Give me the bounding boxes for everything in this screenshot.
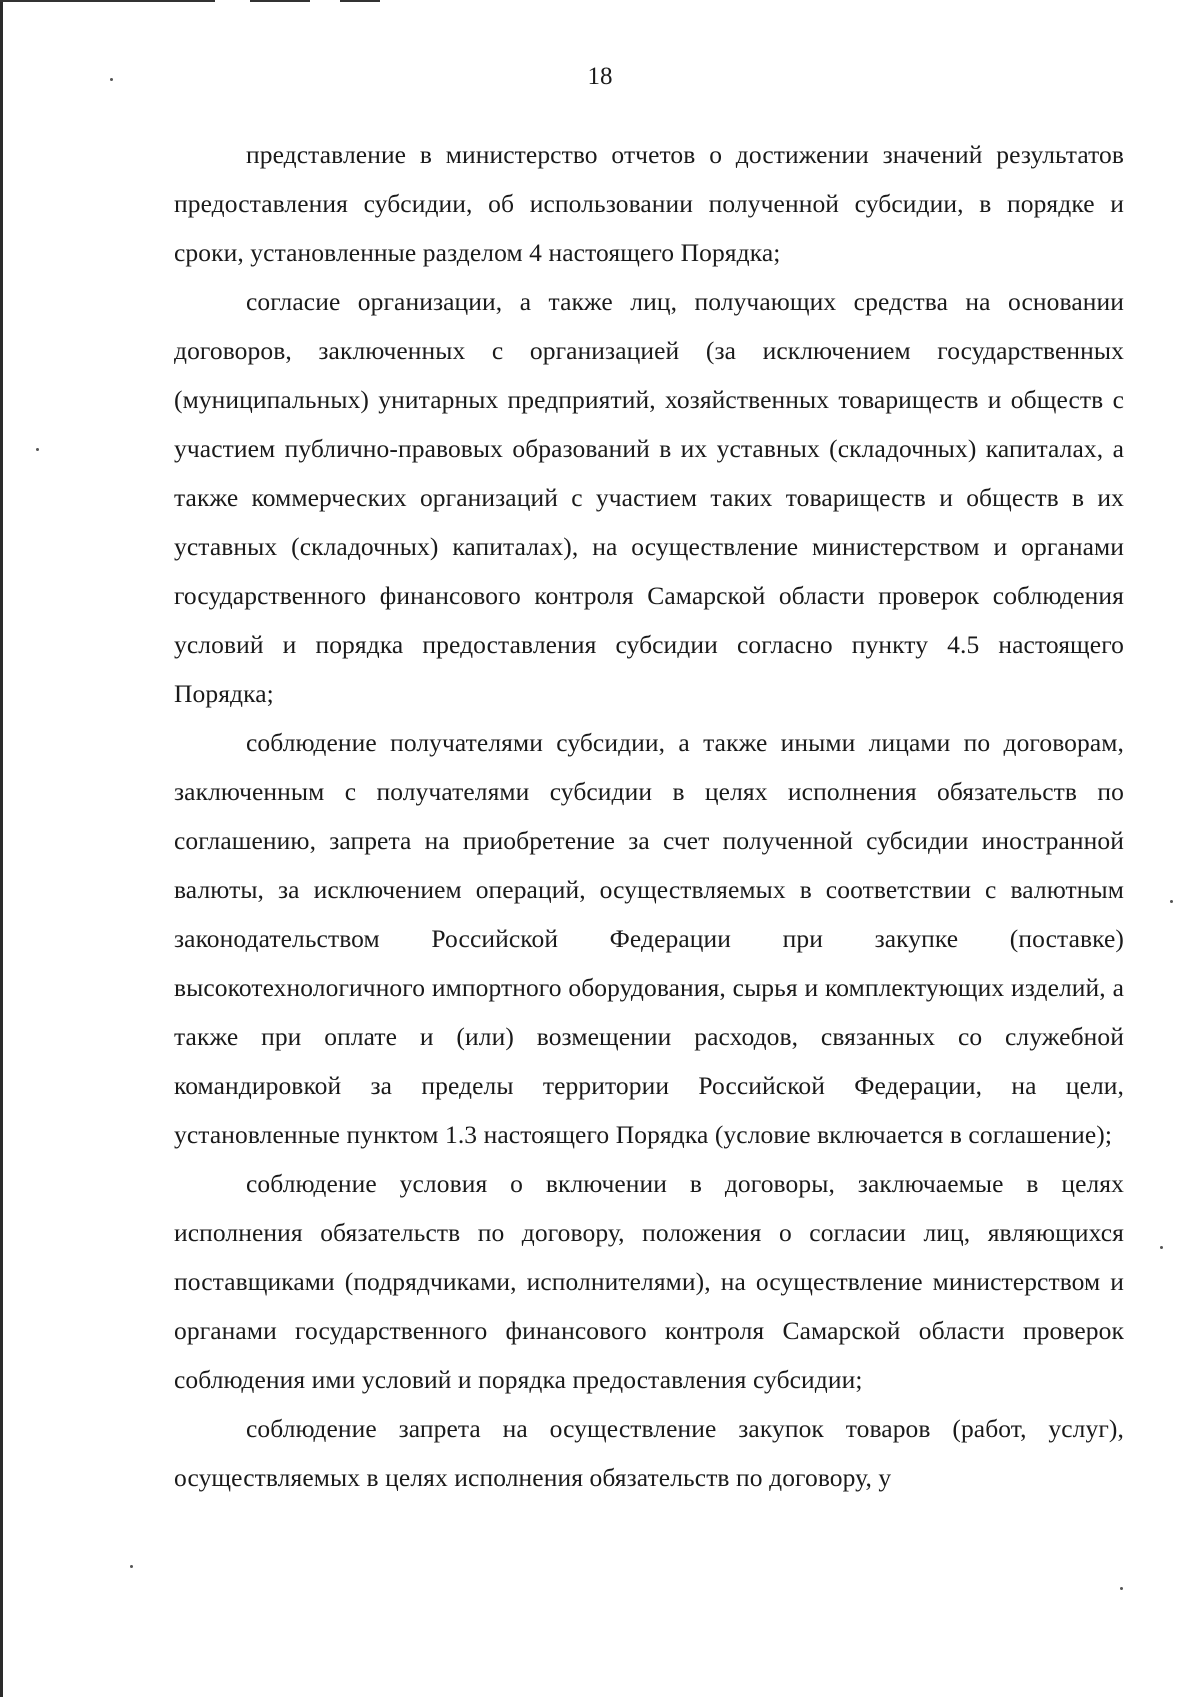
page-number: 18 [587, 63, 613, 90]
paragraph: соблюдение получателями субсидии, а также иными лицами по договорам, заключенным с получателями субсидии в целях исполнения обязательств по соглашению, запрета на приобретение за счет полученной субсидии иностранной валюты, за исключением операций, осуществляемых в соответствии с валютным законодательством Российской Федерации при закупке (поставке) высокотехнологичного импортного оборудования, сырья и комплектующих изделий, а также при оплате и (или) возмещении расходов, связанных со служебной командировкой за пределы территории Российской Федерации, на цели, установленные пунктом 1.3 настоящего Порядка (условие включается в соглашение); [174, 728, 1124, 1149]
scan-left-edge [0, 0, 3, 1697]
scan-speck [36, 448, 39, 451]
paragraph: согласие организации, а также лиц, получающих средства на основании договоров, заключенных с организацией (за исключением государственных (муниципальных) унитарных предприятий, хозяйственных товариществ и обществ с участием публично-правовых образований в их уставных (складочных) капиталах, а также коммерческих организаций с участием таких товариществ и обществ в их уставных (складочных) капиталах), на осуществление министерством и органами государственного финансового контроля Самарской области проверок соблюдения условий и порядка предоставления субсидии согласно пункту 4.5 настоящего Порядка; [174, 287, 1124, 708]
scan-speck [1170, 900, 1173, 903]
scan-speck [1160, 1246, 1163, 1249]
scan-top-artifact [0, 0, 215, 2]
document-body [174, 130, 1124, 1502]
scan-top-artifact [250, 0, 310, 2]
scan-speck [1120, 1587, 1123, 1590]
paragraph: соблюдение условия о включении в договоры, заключаемые в целях исполнения обязательств по договору, положения о согласии лиц, являющихся поставщиками (подрядчиками, исполнителями), на осуществление министерством и органами государственного финансового контроля Самарской области проверок соблюдения ими условий и порядка предоставления субсидии; [174, 1169, 1124, 1394]
paragraph: соблюдение запрета на осуществление закупок товаров (работ, услуг), осуществляемых в целях исполнения обязательств по договору, у [174, 1414, 1124, 1492]
scan-speck [130, 1565, 133, 1568]
scan-top-artifact [340, 0, 380, 2]
paragraph: представление в министерство отчетов о достижении значений результатов предоставления субсидии, об использовании полученной субсидии, в порядке и сроки, установленные разделом 4 настоящего Порядка; [174, 140, 1124, 267]
